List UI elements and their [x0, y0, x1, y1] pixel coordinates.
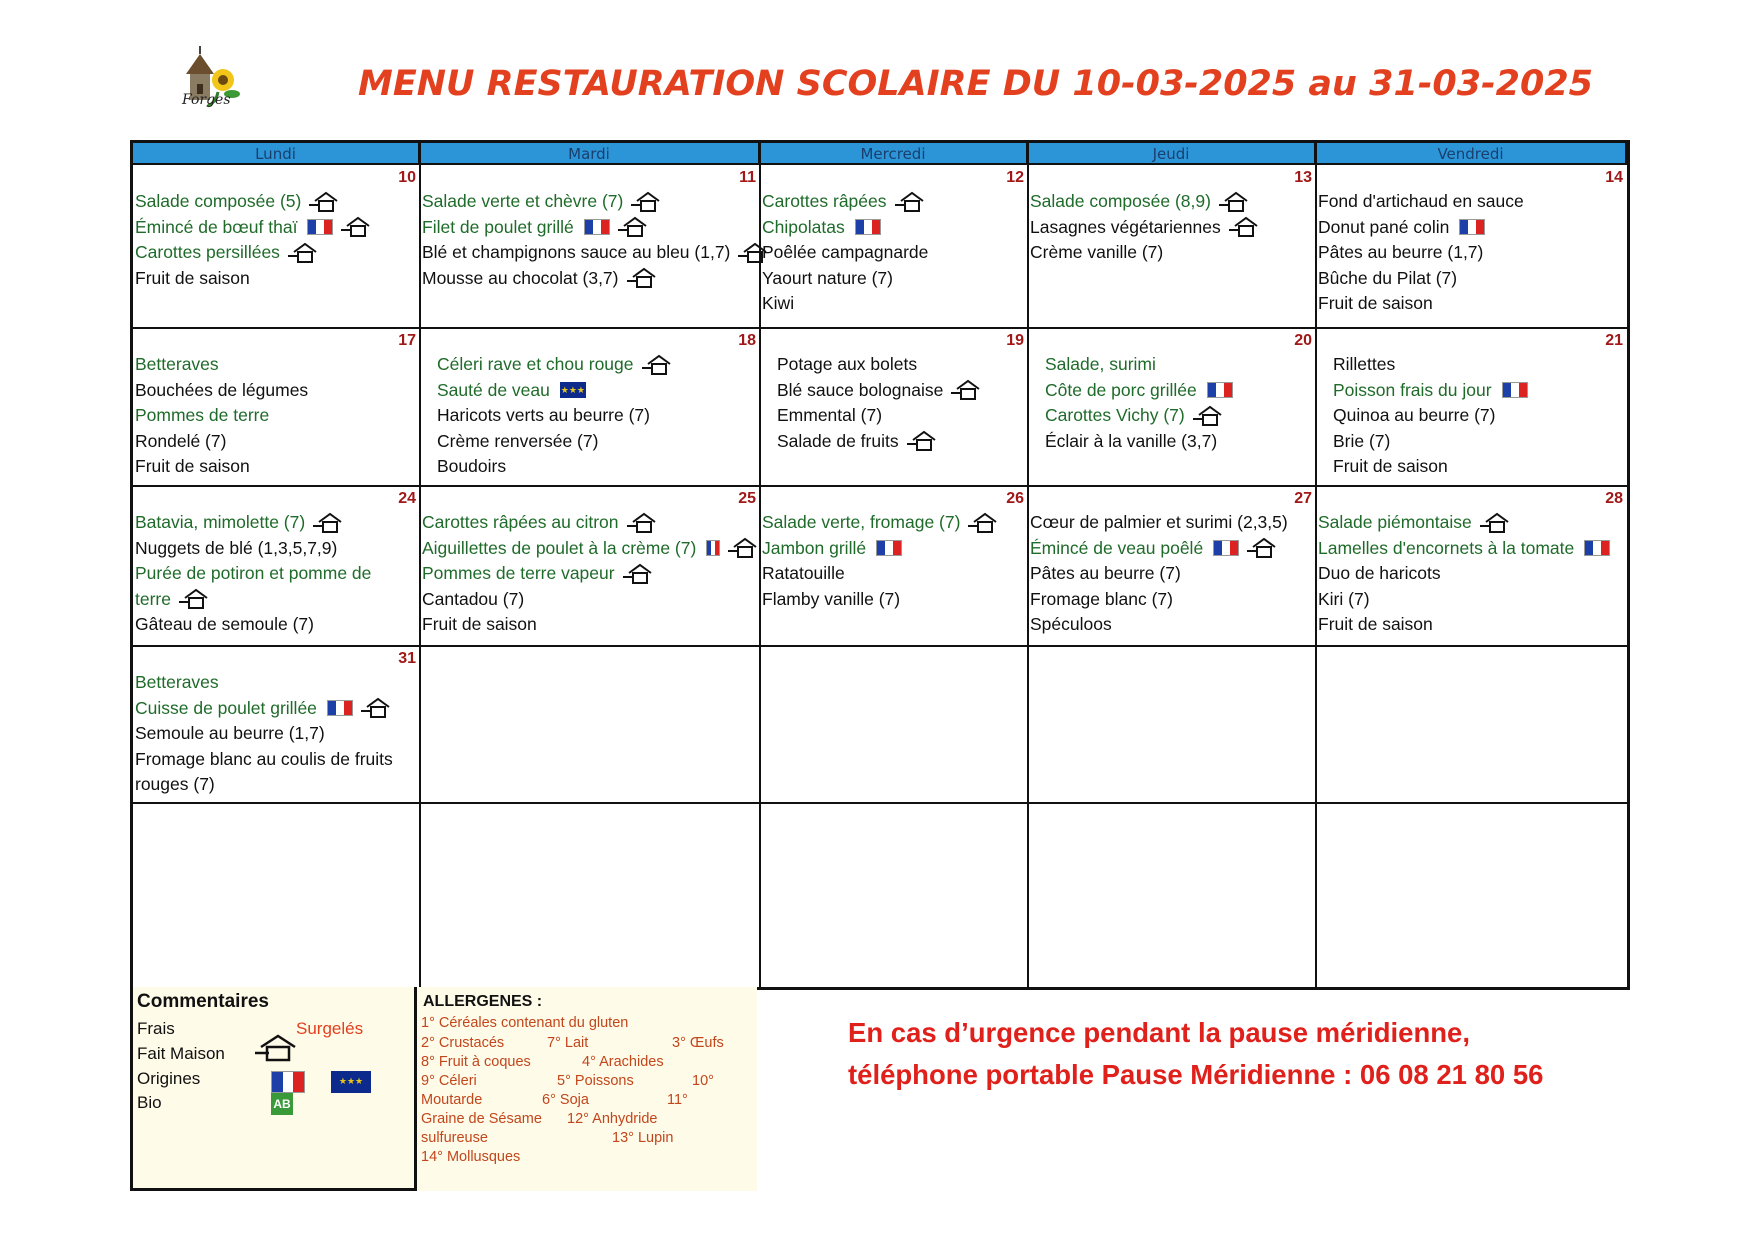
menu-item	[135, 587, 418, 613]
fait-maison-house-icon	[968, 512, 998, 534]
menu-items	[422, 352, 758, 480]
fait-maison-house-icon	[361, 697, 391, 719]
allergen-item: 4° Arachides	[582, 1054, 664, 1070]
day-number: 24	[398, 490, 416, 507]
menu-item-text: Crème renversée (7)	[437, 430, 599, 451]
fait-maison-house-icon	[627, 512, 657, 534]
menu-cell	[760, 328, 1028, 486]
menu-item	[422, 454, 758, 480]
legend-fait-maison: Fait Maison	[137, 1044, 225, 1063]
france-flag-icon	[1207, 382, 1233, 398]
allergen-item: Moutarde	[421, 1092, 483, 1108]
menu-items	[762, 510, 1026, 612]
fait-maison-house-icon	[341, 216, 371, 238]
menu-item-text: Spéculoos	[1030, 614, 1112, 634]
menu-items	[1318, 189, 1625, 317]
menu-item	[1318, 215, 1625, 241]
menu-item-text: Pâtes au beurre (1,7)	[1318, 242, 1484, 262]
menu-item	[135, 772, 418, 798]
menu-item-text: Poêlée campagnarde	[762, 242, 929, 262]
menu-item-text: Kiri (7)	[1318, 588, 1370, 609]
menu-cell	[420, 486, 760, 646]
eu-flag-icon: ★★★	[560, 382, 586, 398]
menu-item	[762, 536, 1026, 562]
menu-item-text: Fruit de saison	[135, 267, 250, 288]
menu-item	[135, 266, 418, 292]
menu-cell	[1316, 486, 1627, 646]
menu-item	[422, 240, 758, 266]
menu-item-text: Boudoirs	[437, 456, 507, 476]
menu-cell	[420, 165, 760, 328]
france-flag-icon	[1459, 219, 1485, 235]
menu-item-text: Cœur de palmier et surimi (2,3,5)	[1030, 512, 1288, 532]
day-number: 27	[1294, 490, 1312, 507]
menu-item-text: Nuggets de blé (1,3,5,7,9)	[135, 537, 338, 558]
menu-cell	[133, 646, 420, 803]
menu-item-text: Carottes persillées	[135, 242, 280, 262]
menu-item	[1318, 291, 1625, 317]
menu-item	[422, 215, 758, 241]
menu-item	[1318, 189, 1625, 215]
menu-item-text: Duo de haricots	[1318, 563, 1441, 583]
menu-items	[1030, 352, 1314, 454]
menu-items	[422, 510, 758, 638]
menu-item	[135, 696, 418, 722]
day-number: 19	[1006, 332, 1024, 349]
menu-item	[135, 189, 418, 215]
menu-items	[135, 189, 418, 291]
menu-item-text: Fruit de saison	[1318, 293, 1433, 313]
menu-item	[422, 352, 758, 378]
menu-item	[762, 215, 1026, 241]
day-header-0: Lundi	[133, 143, 420, 165]
page-title: MENU RESTAURATION SCOLAIRE DU 10-03-2025 au 31-03-2025	[358, 64, 1594, 104]
menu-item	[762, 266, 1026, 292]
menu-item-text: Fromage blanc (7)	[1030, 588, 1173, 609]
day-number: 31	[398, 650, 416, 667]
menu-item	[135, 612, 418, 638]
day-number: 11	[739, 169, 756, 186]
menu-cell	[760, 165, 1028, 328]
menu-item	[762, 587, 1026, 613]
menu-item	[762, 240, 1026, 266]
day-header-1: Mardi	[420, 143, 760, 165]
menu-item	[135, 454, 418, 480]
menu-item	[1030, 612, 1314, 638]
menu-item	[1030, 587, 1314, 613]
menu-item-text: Filet de poulet grillé	[422, 216, 574, 237]
fait-maison-house-icon	[1480, 512, 1510, 534]
menu-item-text: Fruit de saison	[1318, 614, 1433, 634]
menu-item-text: Salade, surimi	[1045, 354, 1156, 374]
menu-item-text: Émincé de veau poêlé	[1030, 537, 1204, 558]
menu-item-text: Fond d'artichaud en sauce	[1318, 191, 1524, 211]
menu-cell	[133, 486, 420, 646]
menu-item-text: Fruit de saison	[1333, 456, 1448, 476]
day-number: 13	[1294, 169, 1312, 186]
allergen-item: 11°	[667, 1092, 688, 1108]
menu-item	[135, 352, 418, 378]
menu-items	[135, 352, 418, 480]
menu-item-text: Jambon grillé	[762, 537, 867, 558]
france-flag-icon	[706, 540, 720, 556]
menu-cell	[1028, 646, 1316, 803]
menu-cell	[760, 803, 1028, 990]
menu-cell	[1316, 328, 1627, 486]
menu-item-text: Bouchées de légumes	[135, 379, 309, 400]
menu-item-text: Fruit de saison	[135, 456, 250, 476]
day-number: 28	[1605, 490, 1623, 507]
menu-item	[1318, 454, 1625, 480]
menu-item-text: Flamby vanille (7)	[762, 588, 901, 609]
menu-item	[422, 587, 758, 613]
menu-item-text: Chipolatas	[762, 216, 845, 237]
menu-item-text: Céleri rave et chou rouge	[437, 354, 634, 374]
menu-item-text: Lamelles d'encornets à la tomate	[1318, 537, 1575, 558]
fait-maison-house-icon	[179, 588, 209, 610]
day-number: 21	[1605, 332, 1623, 349]
menu-item-text: rouges (7)	[135, 774, 215, 794]
eu-flag-icon: ★★★	[331, 1071, 371, 1093]
menu-item	[1030, 403, 1314, 429]
logo-text: Forges	[182, 92, 231, 108]
allergen-item: 13° Lupin	[612, 1130, 674, 1146]
legend-origines: Origines	[137, 1069, 201, 1088]
fait-maison-house-icon	[631, 191, 661, 213]
menu-item-text: Aiguillettes de poulet à la crème (7)	[422, 537, 697, 558]
menu-item-text: Carottes râpées au citron	[422, 512, 619, 532]
menu-item	[1318, 561, 1625, 587]
menu-items	[1030, 189, 1314, 266]
bio-ab-icon: AB	[271, 1093, 293, 1115]
fait-maison-house-icon	[1229, 216, 1259, 238]
fait-maison-house-icon	[1247, 537, 1277, 559]
menu-item	[1318, 429, 1625, 455]
day-header-3: Jeudi	[1028, 143, 1316, 165]
menu-items	[1030, 510, 1314, 638]
day-number: 18	[738, 332, 756, 349]
menu-item	[135, 240, 418, 266]
france-flag-icon	[1584, 540, 1610, 556]
menu-item	[1318, 240, 1625, 266]
allergen-item: 10°	[692, 1073, 714, 1089]
menu-item-text: Bûche du Pilat (7)	[1318, 267, 1458, 288]
menu-item	[762, 561, 1026, 587]
menu-item	[422, 429, 758, 455]
day-header-2: Mercredi	[760, 143, 1028, 165]
menu-item-text: Lasagnes végétariennes	[1030, 216, 1221, 237]
france-flag-icon	[1213, 540, 1239, 556]
menu-item	[135, 747, 418, 773]
menu-item-text: Salade de fruits	[777, 430, 899, 451]
menu-items	[135, 510, 418, 638]
fait-maison-house-icon	[728, 537, 758, 559]
menu-cell	[420, 328, 760, 486]
menu-item	[135, 510, 418, 536]
menu-item	[422, 189, 758, 215]
menu-item-text: Rondelé (7)	[135, 430, 227, 451]
menu-item-text: Semoule au beurre (1,7)	[135, 723, 325, 743]
menu-items	[762, 352, 1026, 454]
menu-cell	[1316, 646, 1627, 803]
allergens-panel	[417, 987, 757, 1191]
menu-item	[135, 536, 418, 562]
menu-item	[135, 378, 418, 404]
menu-cell	[420, 646, 760, 803]
menu-item-text: Yaourt nature (7)	[762, 267, 893, 288]
france-flag-icon	[1502, 382, 1528, 398]
menu-item-text: terre	[135, 588, 171, 609]
fait-maison-house-icon	[313, 512, 343, 534]
menu-item-text: Salade verte, fromage (7)	[762, 512, 961, 532]
day-header-4: Vendredi	[1316, 143, 1627, 165]
menu-item	[762, 403, 1026, 429]
allergen-item: 1° Céréales contenant du gluten	[421, 1015, 629, 1031]
menu-items	[1318, 510, 1625, 638]
menu-cell	[420, 803, 760, 990]
menu-item-text: Betteraves	[135, 672, 219, 692]
menu-item	[762, 189, 1026, 215]
menu-cell	[1316, 803, 1627, 990]
menu-cell	[1028, 165, 1316, 328]
menu-item	[762, 291, 1026, 317]
menu-item	[762, 429, 1026, 455]
france-flag-icon	[584, 219, 610, 235]
menu-cell	[1028, 803, 1316, 990]
menu-item-text: Cuisse de poulet grillée	[135, 697, 317, 718]
menu-item	[1318, 612, 1625, 638]
comments-legend	[130, 987, 417, 1191]
menu-item	[135, 403, 418, 429]
menu-item	[1030, 189, 1314, 215]
emergency-line-1: En cas d’urgence pendant la pause méridienne,	[848, 1017, 1470, 1048]
menu-item-text: Fromage blanc au coulis de fruits	[135, 748, 393, 769]
menu-item-text: Batavia, mimolette (7)	[135, 512, 306, 532]
menu-items	[762, 189, 1026, 317]
menu-item-text: Donut pané colin	[1318, 216, 1450, 237]
allergen-item: 6° Soja	[542, 1092, 589, 1108]
menu-item-text: Mousse au chocolat (3,7)	[422, 267, 619, 288]
day-number: 25	[738, 490, 756, 507]
menu-item	[422, 266, 758, 292]
allergen-item: Graine de Sésame	[421, 1111, 542, 1127]
day-number: 26	[1006, 490, 1024, 507]
menu-item-text: Éclair à la vanille (3,7)	[1045, 430, 1218, 451]
allergen-item: 8° Fruit à coques	[421, 1054, 531, 1070]
fait-maison-house-icon	[951, 379, 981, 401]
legend-frais: Frais	[137, 1019, 175, 1038]
menu-item-text: Betteraves	[135, 354, 219, 374]
menu-item-text: Ratatouille	[762, 563, 845, 583]
fait-maison-house-icon	[907, 430, 937, 452]
menu-cell	[760, 646, 1028, 803]
menu-item-text: Salade piémontaise	[1318, 512, 1472, 532]
menu-item	[1030, 215, 1314, 241]
menu-items	[1318, 352, 1625, 480]
menu-item-text: Blé sauce bolognaise	[777, 379, 944, 400]
menu-item	[1318, 378, 1625, 404]
menu-item-text: Rillettes	[1333, 354, 1396, 374]
allergen-item: 2° Crustacés	[421, 1035, 505, 1051]
menu-item-text: Emmental (7)	[777, 405, 883, 425]
menu-item-text: Salade verte et chèvre (7)	[422, 191, 624, 211]
menu-items	[422, 189, 758, 291]
fait-maison-house-icon	[309, 191, 339, 213]
menu-item-text: Salade composée (8,9)	[1030, 191, 1211, 211]
menu-item	[1318, 403, 1625, 429]
france-flag-icon	[271, 1071, 305, 1093]
menu-item	[1030, 536, 1314, 562]
fait-maison-house-icon	[288, 242, 318, 264]
fait-maison-house-icon	[642, 354, 672, 376]
menu-item	[1318, 536, 1625, 562]
menu-item	[135, 670, 418, 696]
menu-item	[135, 561, 418, 587]
menu-item-text: Carottes râpées	[762, 191, 887, 211]
allergen-item: 14° Mollusques	[421, 1149, 521, 1165]
menu-item	[135, 429, 418, 455]
menu-item	[1030, 561, 1314, 587]
allergen-item: 5° Poissons	[557, 1073, 634, 1089]
menu-item	[422, 536, 758, 562]
emergency-line-2: téléphone portable Pause Méridienne : 06 08 21 80 56	[848, 1059, 1544, 1090]
menu-item	[762, 378, 1026, 404]
menu-item-text: Émincé de bœuf thaï	[135, 216, 298, 237]
menu-item-text: Crème vanille (7)	[1030, 242, 1164, 262]
menu-item	[422, 510, 758, 536]
menu-item	[135, 215, 418, 241]
allergen-item: 3° Œufs	[672, 1035, 724, 1051]
fait-maison-house-icon	[623, 563, 653, 585]
comments-title: Commentaires	[137, 991, 269, 1012]
menu-item	[422, 612, 758, 638]
menu-cell	[1028, 328, 1316, 486]
menu-item-text: Côte de porc grillée	[1045, 379, 1197, 400]
menu-item-text: Pâtes au beurre (7)	[1030, 563, 1181, 583]
menu-item	[1318, 510, 1625, 536]
menu-item-text: Kiwi	[762, 293, 795, 313]
menu-cell	[133, 328, 420, 486]
menu-cell	[133, 803, 420, 990]
menu-item-text: Carottes Vichy (7)	[1045, 405, 1185, 425]
france-flag-icon	[307, 219, 333, 235]
menu-item	[762, 510, 1026, 536]
france-flag-icon	[855, 219, 881, 235]
allergen-item: sulfureuse	[421, 1130, 488, 1146]
menu-item	[422, 403, 758, 429]
allergens-title: ALLERGENES :	[423, 993, 543, 1010]
menu-item	[1318, 587, 1625, 613]
menu-item	[135, 721, 418, 747]
france-flag-icon	[876, 540, 902, 556]
menu-item-text: Pommes de terre	[135, 405, 270, 425]
menu-cell	[1028, 486, 1316, 646]
menu-item-text: Quinoa au beurre (7)	[1333, 405, 1496, 425]
allergen-item: 7° Lait	[547, 1035, 589, 1051]
legend-surgeles: Surgelés	[296, 1019, 364, 1038]
menu-item-text: Fruit de saison	[422, 614, 537, 634]
legend-bio: Bio	[137, 1093, 162, 1112]
fait-maison-house-icon	[255, 1033, 301, 1063]
menu-item-text: Blé et champignons sauce au bleu (1,7)	[422, 242, 731, 262]
menu-item-text: Sauté de veau	[437, 379, 550, 400]
menu-item-text: Poisson frais du jour	[1333, 379, 1492, 400]
menu-item-text: Pommes de terre vapeur	[422, 563, 615, 583]
menu-items	[135, 670, 418, 798]
menu-cell	[133, 165, 420, 328]
emergency-notice	[848, 1012, 1543, 1096]
france-flag-icon	[327, 700, 353, 716]
fait-maison-house-icon	[618, 216, 648, 238]
day-number: 17	[398, 332, 416, 349]
menu-item-text: Gâteau de semoule (7)	[135, 614, 314, 634]
menu-item	[1030, 240, 1314, 266]
menu-item	[762, 352, 1026, 378]
menu-item-text: Potage aux bolets	[777, 354, 918, 374]
menu-cell	[1316, 165, 1627, 328]
menu-item	[1030, 510, 1314, 536]
allergen-item: 9° Céleri	[421, 1073, 477, 1089]
menu-item	[1318, 266, 1625, 292]
menu-item-text: Salade composée (5)	[135, 191, 302, 211]
menu-item	[422, 378, 758, 404]
fait-maison-house-icon	[1193, 405, 1223, 427]
fait-maison-house-icon	[1219, 191, 1249, 213]
menu-item	[1030, 378, 1314, 404]
day-number: 10	[398, 169, 416, 186]
day-number: 20	[1294, 332, 1312, 349]
fait-maison-house-icon	[895, 191, 925, 213]
menu-cell	[760, 486, 1028, 646]
day-number: 12	[1006, 169, 1024, 186]
menu-item	[1030, 429, 1314, 455]
menu-item-text: Cantadou (7)	[422, 588, 525, 609]
menu-item	[1318, 352, 1625, 378]
menu-grid	[130, 140, 1630, 990]
menu-item-text: Purée de potiron et pomme de	[135, 563, 372, 583]
fait-maison-house-icon	[627, 267, 657, 289]
menu-item	[1030, 352, 1314, 378]
menu-item-text: Haricots verts au beurre (7)	[437, 405, 650, 425]
menu-item-text: Brie (7)	[1333, 430, 1391, 451]
menu-item	[422, 561, 758, 587]
day-number: 14	[1605, 169, 1623, 186]
allergen-item: 12° Anhydride	[567, 1111, 658, 1127]
